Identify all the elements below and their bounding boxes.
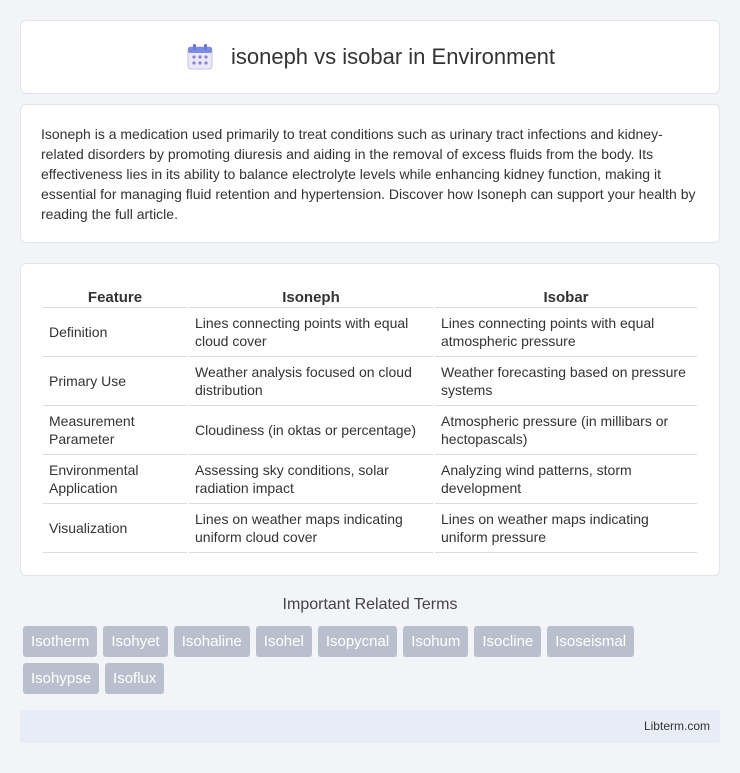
footer: [20, 710, 720, 743]
tag-isoseismal[interactable]: Isoseismal: [547, 626, 634, 657]
tag-isohel[interactable]: Isohel: [256, 626, 312, 657]
table-cell: Visualization: [43, 504, 187, 553]
intro-card: [20, 104, 720, 243]
tag-isotherm[interactable]: Isotherm: [23, 626, 97, 657]
table-cell: Assessing sky conditions, solar radiation impact: [189, 455, 433, 504]
tag-isohum[interactable]: Isohum: [403, 626, 468, 657]
table-row: [43, 504, 697, 553]
tag-isoflux[interactable]: Isoflux: [105, 663, 164, 694]
intro-text: Isoneph is a medication used primarily to treat conditions such as urinary tract infections and kidney-related disorders by promoting diuresis and aiding in the removal of excess fluids from the body. Its effectiveness lies in its ability to balance electrolyte levels while enhancing kidney function, making it essential for managing fluid retention and hypertension. Discover how Isoneph can support your health by reading the full article.: [41, 126, 696, 222]
header-isoneph: Isoneph: [189, 284, 433, 308]
table-cell: Lines on weather maps indicating uniform pressure: [435, 504, 697, 553]
page-title: isoneph vs isobar in Environment: [230, 44, 556, 69]
related-terms-title: Important Related Terms: [282, 596, 458, 613]
comparison-card: [20, 263, 720, 576]
table-cell: Measurement Parameter: [43, 406, 187, 455]
header-isobar: Isobar: [435, 284, 697, 308]
table-cell: Atmospheric pressure (in millibars or hectopascals): [435, 406, 697, 455]
header-card: [20, 20, 720, 94]
title-wrap: [185, 42, 555, 72]
table-row: [43, 406, 697, 455]
tag-isohaline[interactable]: Isohaline: [174, 626, 250, 657]
footer-site-link[interactable]: Libterm.com: [643, 719, 710, 733]
related-terms-section: [20, 596, 720, 694]
tag-isopycnal[interactable]: Isopycnal: [318, 626, 397, 657]
table-row: [43, 308, 697, 357]
tag-isohyet[interactable]: Isohyet: [103, 626, 167, 657]
table-cell: Lines on weather maps indicating uniform cloud cover: [189, 504, 433, 553]
related-terms-tags: [20, 626, 680, 694]
table-cell: Primary Use: [43, 357, 187, 406]
table-cell: Weather forecasting based on pressure systems: [435, 357, 697, 406]
table-cell: Definition: [43, 308, 187, 357]
table-cell: Lines connecting points with equal atmospheric pressure: [435, 308, 697, 357]
tag-isohypse[interactable]: Isohypse: [23, 663, 99, 694]
table-cell: Cloudiness (in oktas or percentage): [189, 406, 433, 455]
table-row: [43, 357, 697, 406]
table-cell: Environmental Application: [43, 455, 187, 504]
table-row: [43, 455, 697, 504]
tag-isocline[interactable]: Isocline: [474, 626, 541, 657]
table-cell: Weather analysis focused on cloud distribution: [189, 357, 433, 406]
table-header-row: [43, 284, 697, 308]
table-cell: Analyzing wind patterns, storm development: [435, 455, 697, 504]
header-feature: Feature: [43, 284, 187, 308]
calendar-icon: [185, 42, 215, 72]
table-cell: Lines connecting points with equal cloud cover: [189, 308, 433, 357]
comparison-table: [41, 284, 699, 553]
